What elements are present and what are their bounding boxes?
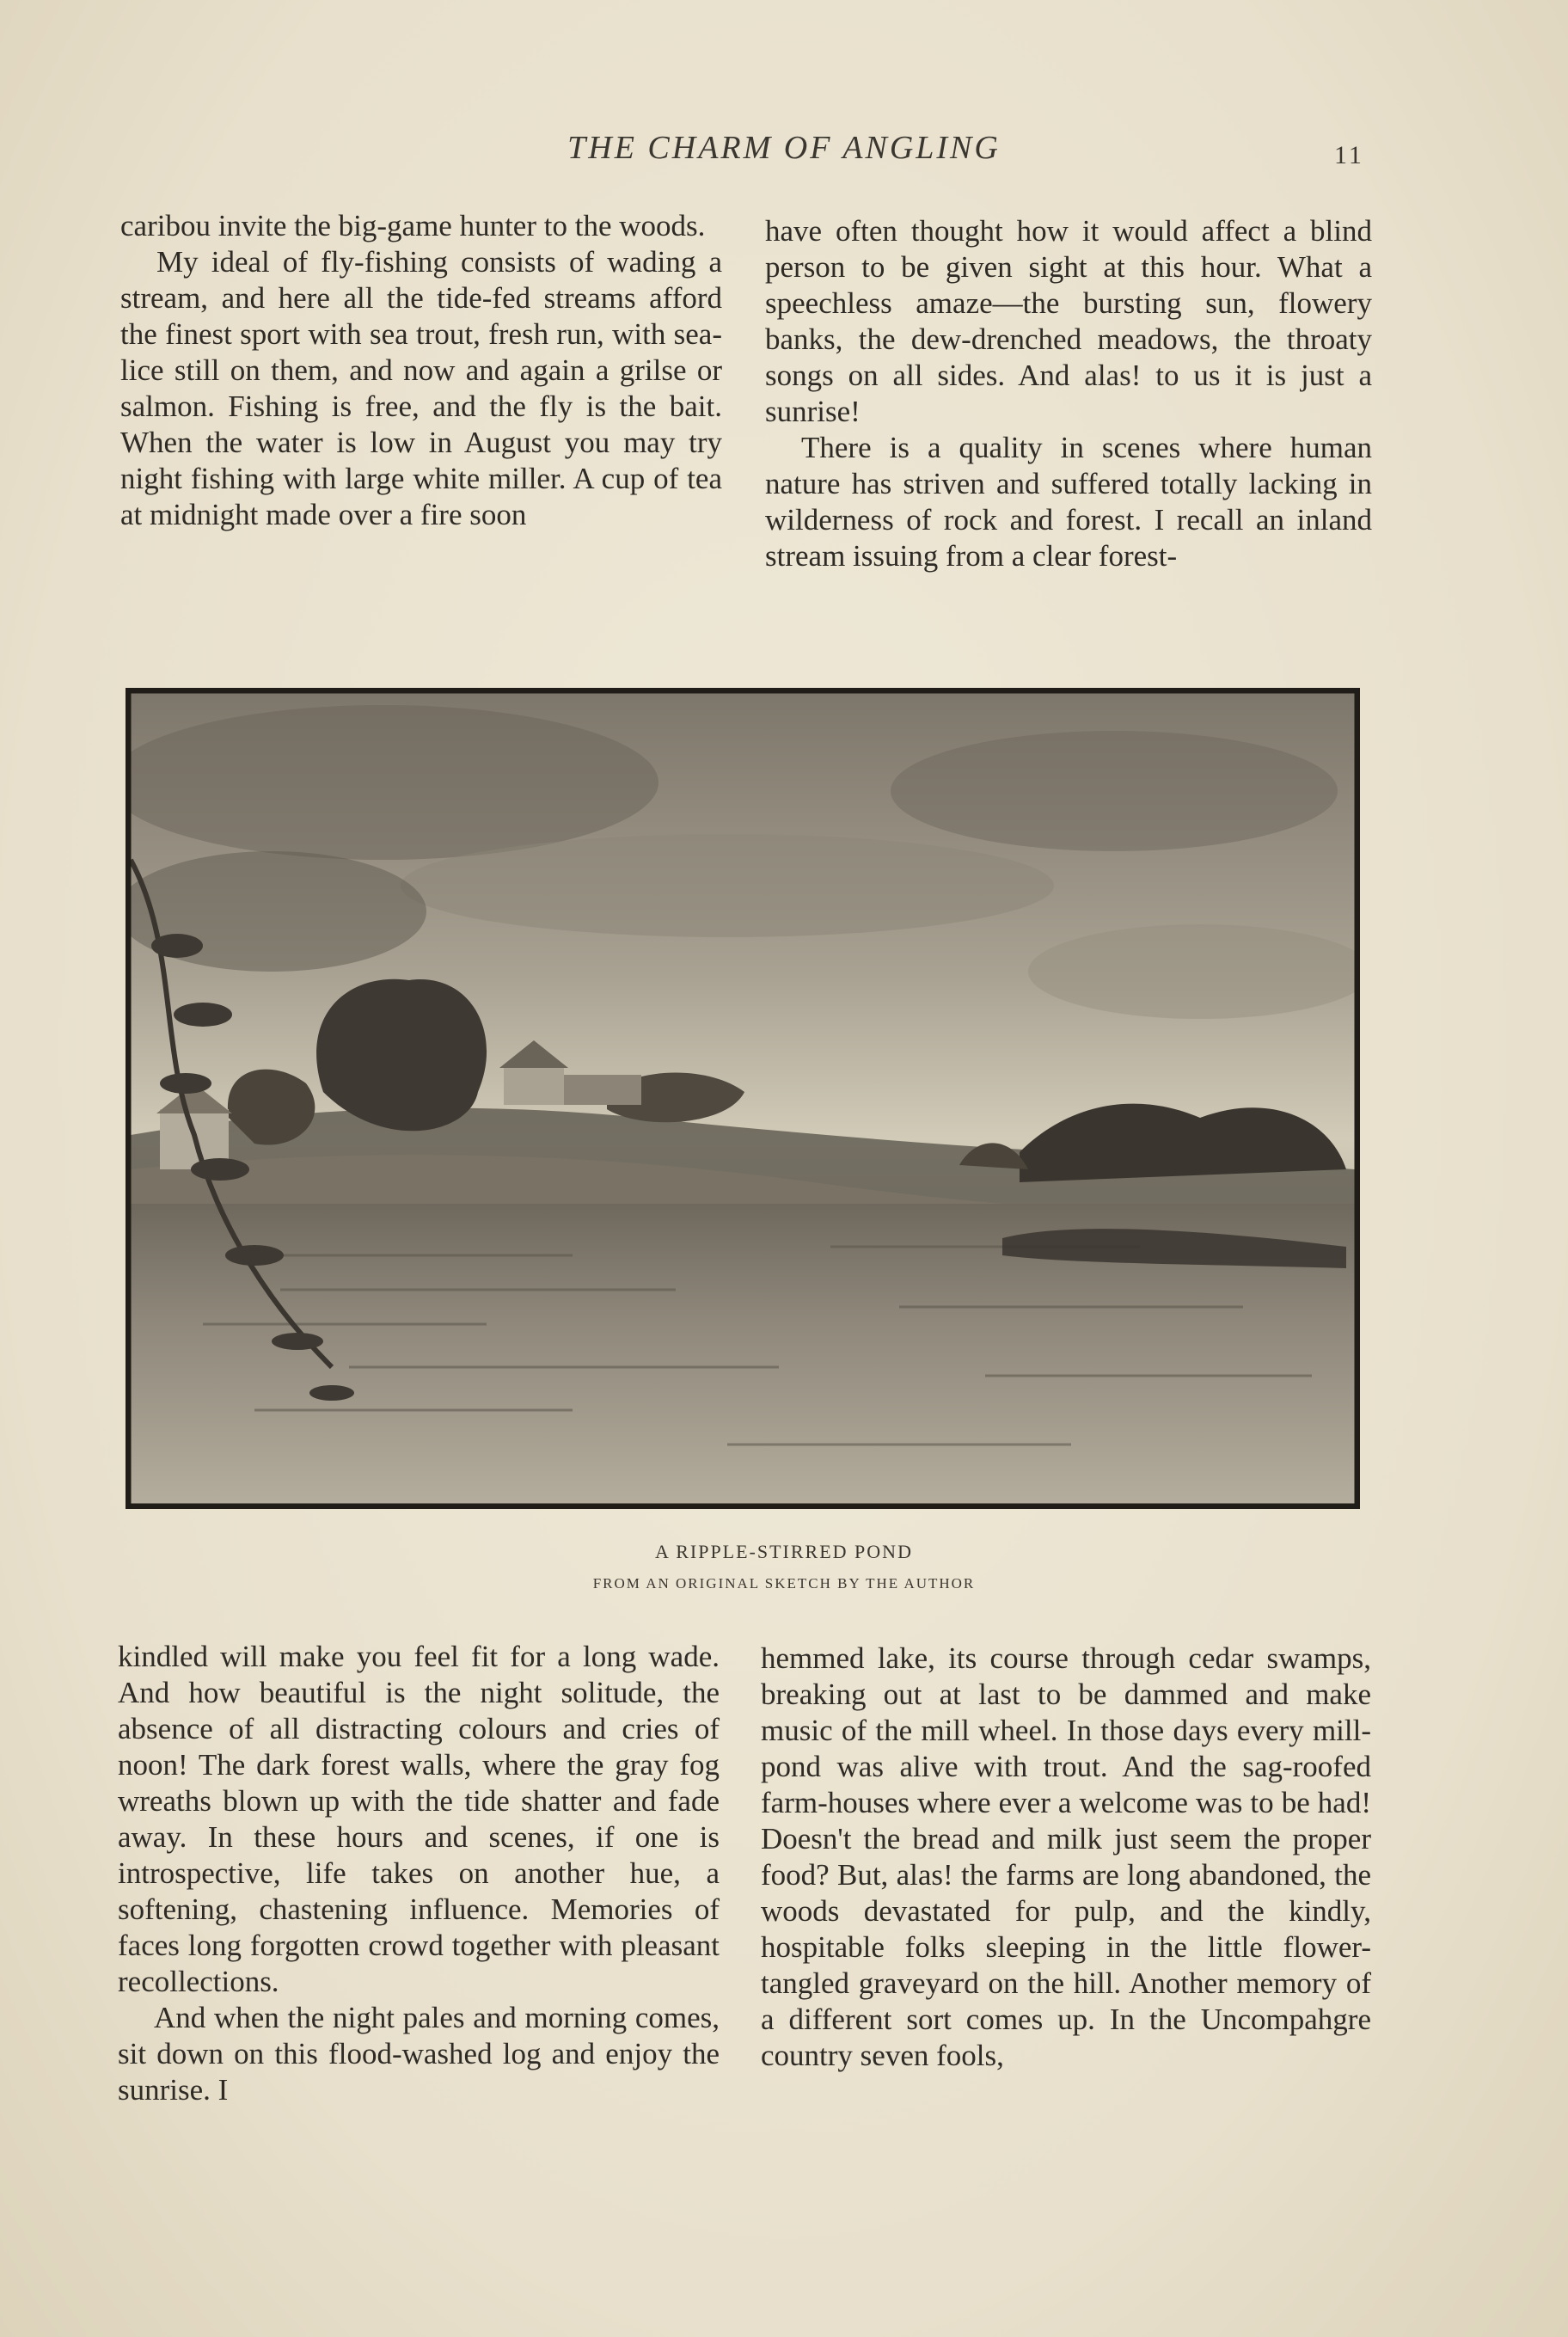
cloud (891, 731, 1338, 851)
text-column-bottom-left (118, 1639, 720, 2108)
cloud (401, 834, 1054, 937)
barn (564, 1075, 641, 1105)
running-title: THE CHARM OF ANGLING (567, 130, 1001, 166)
cloud (1028, 924, 1360, 1019)
paragraph: There is a quality in scenes where human nature has striven and suffered totally lacking in wilderness of rock and forest. I recall an inland stream issuing from a clear forest- (765, 431, 1372, 573)
figure-caption: A RIPPLE-STIRRED POND (655, 1541, 913, 1562)
paragraph: My ideal of fly-fishing consists of wading a stream, and here all the tide-fed streams afford the finest sport with sea trout, fresh run, with sea-lice still on them, and now and again a grilse or salmon. Fishing is free, and the fly is the bait. When the water is low in August you may try night fishing with large white miller. A cup of tea at midnight made over a fire soon (120, 245, 722, 531)
pond-sketch-illustration (126, 688, 1360, 1509)
figure-credit: FROM AN ORIGINAL SKETCH BY THE AUTHOR (592, 1575, 976, 1592)
page-number: 11 (1334, 141, 1364, 169)
paragraph: hemmed lake, its course through cedar swamps, breaking out at last to be dammed and make music of the mill wheel. In those days every mill-pond was alive with trout. And the sag-roofed farm-houses where ever a welcome was to be had! Doesn't the bread and milk just seem the proper food? But, alas! the farms are long abandoned, the woods devastated for pulp, and the kindly, hospitable folks sleeping in the little flower-tangled graveyard on the hill. Another memory of a different sort comes up. In the Uncompahgre country seven fools, (761, 1641, 1371, 2072)
paragraph: have often thought how it would affect a blind person to be given sight at this hour. What a speechless amaze—the bursting sun, flowery banks, the dew-drenched meadows, the throaty songs on all sides. And alas! to us it is just a sunrise! (765, 214, 1372, 428)
paragraph: kindled will make you feel fit for a long wade. And how beautiful is the night solitude, the absence of all distracting colours and cries of noon! The dark forest walls, where the gray fog wreaths blown up with the tide shatter and fade away. In these hours and scenes, if one is introspective, life takes on another hue, a softening, chastening influence. Memories of faces long forgotten crowd together with pleasant recollections. (118, 1640, 720, 1998)
text-column-bottom-right (761, 1641, 1371, 2074)
farmhouse (504, 1066, 564, 1105)
text-column-top-left (120, 208, 722, 533)
text-column-top-right (765, 213, 1372, 574)
cloud (126, 705, 658, 860)
paragraph: caribou invite the big-game hunter to the woods. (120, 209, 706, 242)
paragraph: And when the night pales and morning comes, sit down on this flood-washed log and enjoy the sunrise. I (118, 2001, 720, 2107)
